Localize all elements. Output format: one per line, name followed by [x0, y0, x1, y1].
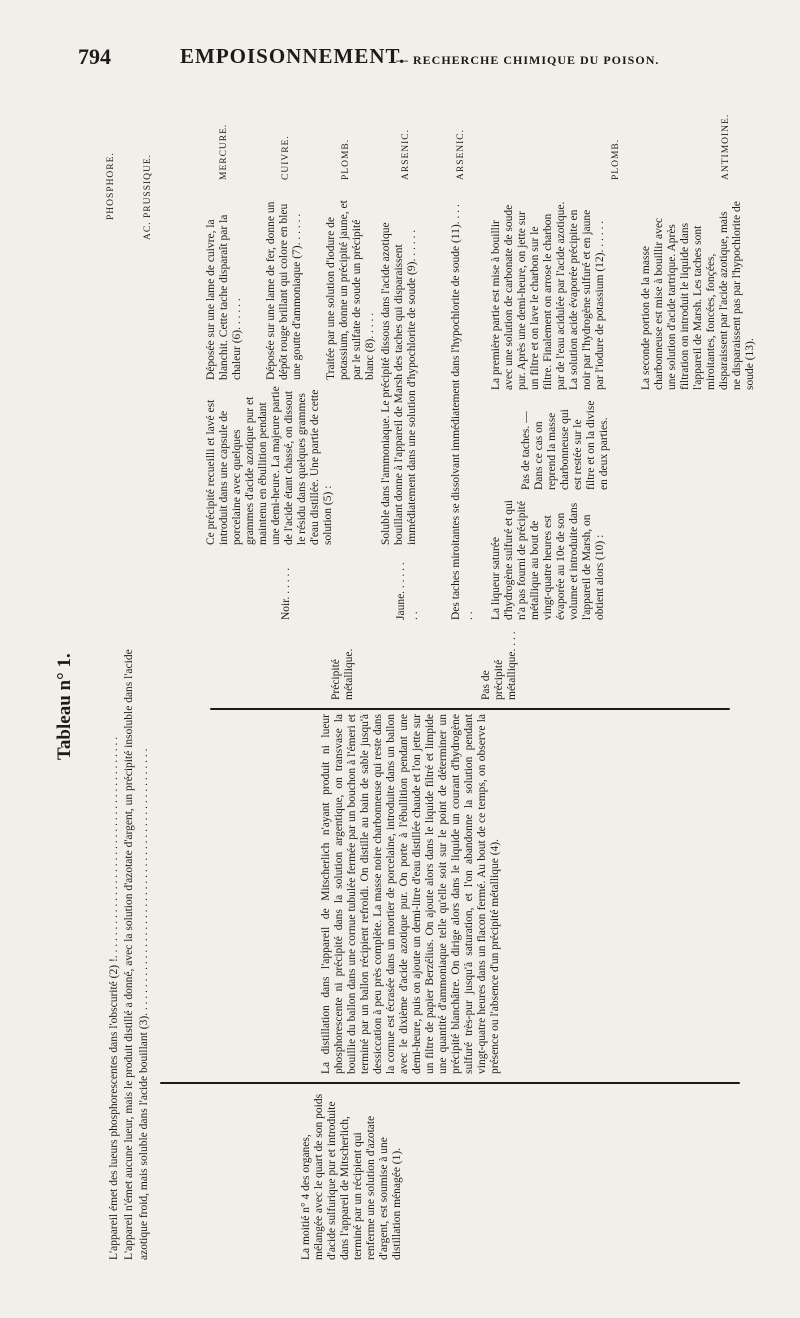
- result-arsenic: ARSENIC.: [401, 128, 411, 180]
- jaune-procedure: Soluble dans l'ammoniaque. Le précipité dissous dans l'acide azotique bouillant donne à l'appareil de Marsh des taches qui disparaissent immédiatement dans une solution d'hypochlorite de soude (9). . . . . .: [380, 222, 418, 545]
- label-noir: Noir. . . . . .: [280, 567, 292, 620]
- label-jaune: Jaune. . . . . . . .: [395, 562, 420, 620]
- seconde-partie: La seconde portion de la masse charbonneuse est mise à bouillir avec une solution d'acide tartrique. Après filtration on introduit le liquide dans l'appareil de Marsh. Les taches sont miroitantes, foncées, fonçées, disparaissent par l'acide azotique, mais ne disparaissent pas par l'hypochlorite de soude (13).: [640, 201, 756, 390]
- result-acide-prussique: AC. PRUSSIQUE.: [143, 153, 153, 240]
- branch-precipite: Précipité métallique.: [330, 648, 355, 700]
- page-number: 794: [78, 44, 111, 69]
- step-1-text: La moitié n° 4 des organes, mélangée avec le quart de son poids d'acide sulfurique pur et introduite dans l'appareil de Mitscherlich, terminé par un récipient qui renferme une solution d'azotate d'argent, est soumise à une distillation ménagée (1).: [300, 1093, 403, 1260]
- mercure-test: Déposée sur une lame de cuivre, la blanchit. Cette tache disparaît par la chaleur (6). . . . . .: [205, 214, 243, 380]
- result-mercure: MERCURE.: [219, 123, 229, 180]
- brace: [210, 708, 730, 710]
- result-antimoine: ANTIMOINE.: [721, 113, 731, 180]
- table-title: Tableau n° 1.: [54, 653, 75, 760]
- brace: [160, 1082, 740, 1084]
- rotated-table: [50, 100, 756, 1280]
- intro-line: L'appareil émet des lueurs phosphorescentes dans l'obscurité (2) !. . . . . . . . . . . . . . . . . . . . . . . . . . . . . . . . . . . . . . .: [108, 736, 120, 1260]
- running-header: [78, 44, 718, 84]
- table-intro: [108, 150, 153, 1260]
- result-cuivre: CUIVRE.: [281, 135, 291, 180]
- arsenic-taches: Des taches miroitantes se dissolvant immédiatement dans l'hypochlorite de soude (11). . . . . .: [450, 204, 475, 620]
- cuivre-test: Déposée sur une lame de fer, donne un dépôt rouge brillant qui colore en bleu une goutte d'ammoniaque (7). . . . . .: [265, 201, 303, 380]
- branch-pas-precipite: Pas de précipité métallique. . . .: [480, 631, 518, 700]
- noir-procedure: Ce précipité recueilli et lavé est introduit dans une capsule de porcelaine avec quelques grammes d'acide azotique pur et maintenu en ébullition pendant une demi-heure. La majeure partie de l'acide étant chassé, on dissout le résidu dans quelques grammes d'eau distillée. Une partie de cette solution (5) :: [205, 386, 334, 545]
- result-plomb-2: PLOMB.: [611, 138, 621, 180]
- result-phosphore: PHOSPHORE.: [106, 152, 116, 220]
- intro-line: L'appareil n'émet aucune lueur, mais le produit distillé a donné, avec la solution d'azotate d'argent, un précipité insoluble dans l'acide: [123, 649, 135, 1260]
- page-title: EMPOISONNEMENT.: [180, 44, 406, 68]
- result-plomb: PLOMB.: [341, 138, 351, 180]
- liqueur-procedure: La liqueur saturée d'hydrogène sulfuré et qui n'a pas fourni de précipité métallique au bout de vingt-quatre heures est évaporée au 10e de son volume et introduite dans l'appareil de Marsh, on obtient alors (10) :: [490, 500, 606, 620]
- premiere-partie: La première partie est mise à bouillir avec une solution de carbonate de soude pur. Après une demi-heure, on jette sur un filtre et on lave le charbon sur le filtre. Finalement on arrose le charbon par de l'eau acidulée par l'acide azotique. La solution acide évaporée précipite en noir par l'hydrogène sulfuré et en jaune par l'iodure de potassium (12). . . . . .: [490, 201, 606, 390]
- intro-line: azotique froid, mais soluble dans l'acide bouillant (3). . . . . . . . . . . . . . . . . . . . . . . . . . . . . . . . . . . . . . . . . . . . . . .: [138, 748, 150, 1260]
- pas-de-taches: Pas de taches. — Dans ce cas on reprend la masse charbonneuse qui est restée sur le filtre et on la divise en deux parties.: [520, 400, 610, 490]
- step-2-text: La distillation dans l'appareil de Mitscherlich n'ayant produit ni lueur phosphorescente ni précipité dans la solution argentique, on transvase la bouillie du ballon dans une cornue tubulée fermée par un bouchon à l'émeri et terminé par un ballon récipient refroidi. On distille au bain de sable jusqu'à dessiccation à peu près complète. La masse noire charbonneuse qui reste dans la cornue est écrasée dans un mortier de porcelaine, introduite dans un ballon avec le dixième d'acide azotique pur. On porte à l'ébullition pendant une demi-heure, puis on ajoute un demi-litre d'eau distillée chaude et l'on jette sur un filtre de papier Berzélius. On ajoute alors dans le liquide filtré et limpide une quantité d'ammoniaque telle qu'elle soit sur le point de déterminer un précipité blanchâtre. On dirige alors dans le liquide un courant d'hydrogène sulfuré très-pur jusqu'à saturation, et l'on abandonne la solution pendant vingt-quatre heures dans un flacon fermé. Au bout de ce temps, on observe la présence ou l'absence d'un précipité métallique (4).: [320, 714, 501, 1074]
- page-subtitle: — RECHERCHE CHIMIQUE DU POISON.: [396, 53, 660, 67]
- result-arsenic-2: ARSENIC.: [456, 128, 466, 180]
- plomb-test: Traitée par une solution d'iodure de potassium, donne un précipité jaune, et par le sulfate de soude un précipité blanc (8). . . . .: [325, 200, 376, 380]
